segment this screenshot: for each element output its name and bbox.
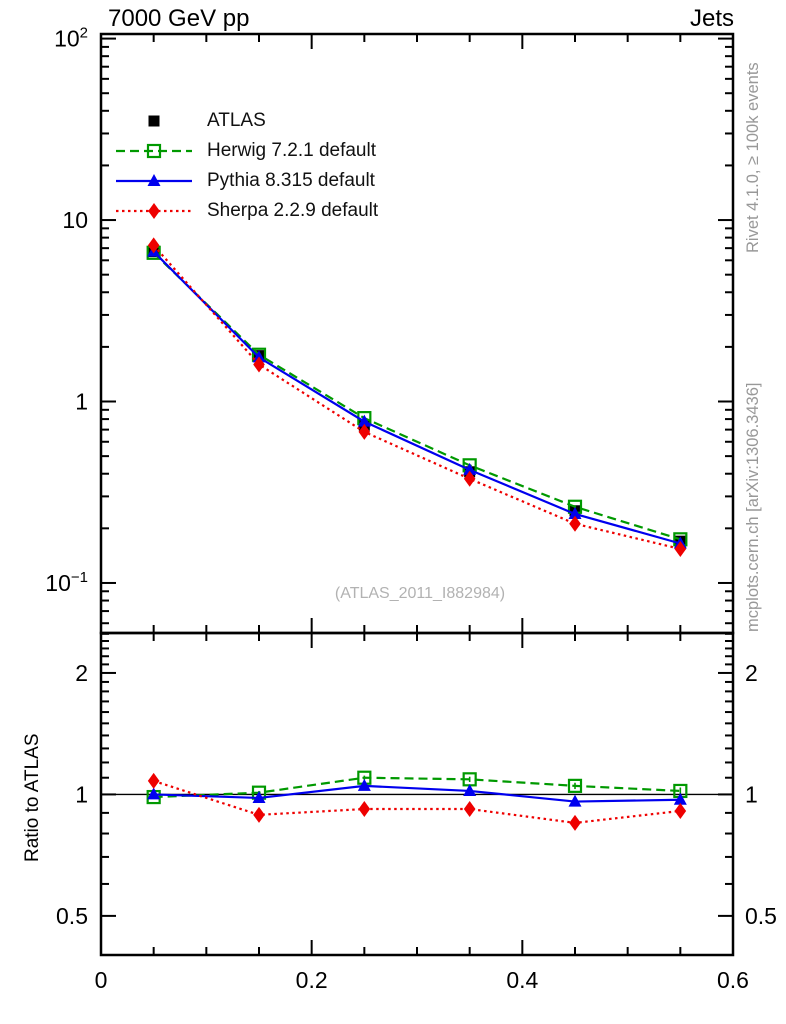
mcplots-citation-note: mcplots.cern.ch [arXiv:1306.3436]: [744, 382, 762, 632]
svg-text:0.5: 0.5: [745, 902, 777, 929]
svg-text:0.5: 0.5: [56, 902, 88, 929]
svg-text:1: 1: [75, 388, 88, 415]
rivet-version-note: Rivet 4.1.0, ≥ 100k events: [744, 62, 762, 253]
legend-label-pythia: Pythia 8.315 default: [207, 170, 375, 191]
analysis-id-watermark: (ATLAS_2011_I882984): [334, 585, 506, 602]
legend-label-herwig: Herwig 7.2.1 default: [207, 140, 376, 161]
atlas-marker-icon: [114, 112, 194, 130]
svg-text:0: 0: [94, 967, 108, 993]
svg-text:0.6: 0.6: [717, 967, 749, 993]
svg-text:10−1: $10^{-1}$: [45, 568, 88, 596]
svg-text:0.2: 0.2: [295, 967, 328, 993]
sherpa-marker-icon: [114, 202, 194, 220]
svg-text:0.4: 0.4: [506, 967, 539, 993]
herwig-marker-icon: [114, 142, 194, 160]
legend-label-sherpa: Sherpa 2.2.9 default: [207, 200, 379, 221]
svg-text:1: 1: [745, 781, 758, 808]
legend-label-atlas: ATLAS: [207, 110, 266, 131]
pythia-marker-icon: [114, 172, 194, 190]
svg-text:2: 2: [75, 659, 88, 686]
legend-item-herwig: [114, 136, 378, 166]
legend-item-sherpa: [114, 196, 378, 226]
svg-text:2: 2: [745, 659, 758, 686]
legend: [114, 106, 378, 226]
legend-item-pythia: [114, 166, 378, 196]
svg-text:102: $10^2$: [54, 24, 88, 52]
plot-title-energy: 7000 GeV pp: [108, 5, 250, 32]
ratio-axis-label: Ratio to ATLAS: [22, 733, 43, 862]
plot-title-process: Jets: [689, 5, 734, 32]
svg-text:1: 1: [75, 781, 88, 808]
svg-text:10: 10: [62, 207, 88, 234]
legend-item-atlas: [114, 106, 378, 136]
